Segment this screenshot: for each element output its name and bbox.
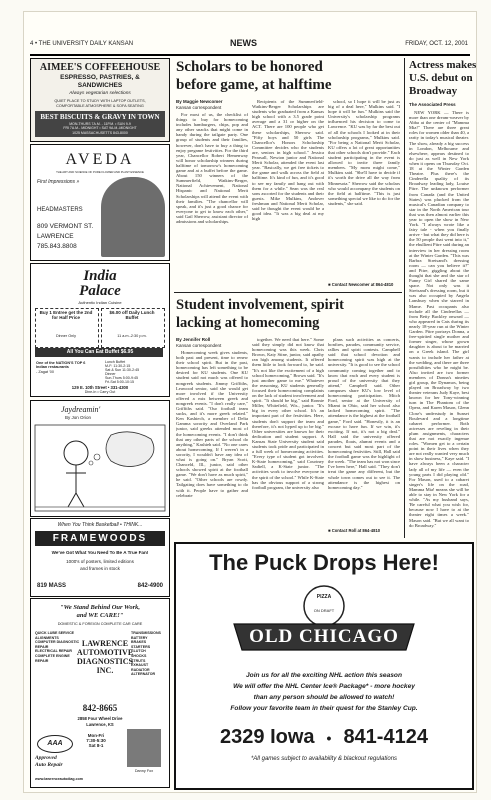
section-rule <box>174 292 402 293</box>
framewoods-name: FRAMEWOODS <box>52 533 148 544</box>
scholars-byline-role: Kansan correspondent <box>176 104 222 110</box>
actress-headline-2: U.S. debut on <box>409 72 473 84</box>
comic-title: Jaydreamin' <box>61 405 101 414</box>
lawrence-service-5: COMPLETE ENGINE REPAIR <box>35 653 70 663</box>
india-hours-5: Sun-Thurs 5:00-9:45 <box>105 376 138 381</box>
lawrence-top3: DOMESTIC & FOREIGN COMPLETE CAR CARE <box>57 622 143 626</box>
student-contact: ■ Contact Roll at 864-4810 <box>328 528 381 533</box>
folio-bar <box>30 38 470 56</box>
actress-headline-3: Broadway <box>409 85 458 97</box>
comic-thought-bubble <box>106 432 154 467</box>
framewoods-sub1: 1000's of posters, limited editions <box>66 559 134 564</box>
lawrence-part-8: RADIATOR <box>131 667 150 672</box>
oc-line2: We will offer the NHL Center Ice® Package* - more hockey <box>233 683 415 690</box>
framewoods-sub2: and frames in stock <box>80 566 120 571</box>
india-hours-2: M-F: 11:30-2:15 <box>105 364 131 369</box>
oc-badge-top2: ON DRAFT <box>313 608 335 613</box>
lawrence-phone: 842-8665 <box>82 703 118 713</box>
actress-col-text: NEW YORK — There is more than one dream-weaver by Abba at the center of "Mamma Mia!" There are three great roles for women older than 40, a rarity in today's musical theater. The show, already a big success in London, Melbourne and elsewhere, appears destined to do just as well in New York when it opens on Thursday Oct. 18 at the Winter Garden Theatre. Plus there's the Cinderella quality of its Broadway leading lady, Louise Pitre. The unknown performer from Canada (and the United States) was plucked from the musical's Canadian company to star in the North American tour that was then almost earlier this year to open the show in New York. "I always wrote like a fairy tale - when you finally arrive - but what they did here is the 50 people that went into it," the ebullient Pitre said during an interview in her dressing room at the Winter Garden. "This was Barbra Streisand's dressing room — can you believe it?" and Pitre, giggling about the thought that she and the star of Funny Girl shared the same space. Not only was it Streisand's dressing room, but it was also occupied by Angela Lansbury when she starred in Mame. Past occupants also include all the Cinderellas — from Betty Buckley onward — who appeared in Cats during its nearly 18-year run at the Winter Garden. Pitre portrays Donna, a free-spirited single mother and former singer, whose grown daughter is about to be married on a Greek island. The girl wants to include her father at the wedding, and there are three possibilities who he might be. Also invited are two former members of Donna's nineties girl group, the Dynamos, being played on Broadway by two theater veterans Judy Kaye, best known for her Tony-winning turn in The Phantom of the Opera, and Karen Mason, Glenn Close's understudy in Sunset Boulevard and a longtime cabaret performer. Both actresses are reveling in their plum assignments, characters that are not exactly ingenue roles. "Women get to a certain point in their lives when they are not really wanted very much in show business," Kaye said. "I have always been a character lady all of my life — even the young parts I did playing old." For Mason, used to a cabaret singer's life on the road, Mamma Mia! means she will be able to stay in New York for a while. "As my husband says, 'Be careful what you wish for, because now I have to at the theater eight times a week." Mason said. "But we all want to do Broadway." <box>409 110 469 528</box>
lawrence-aaa1: Approved <box>35 755 57 761</box>
aimee-name: AIMEE'S COFFEEHOUSE <box>39 62 161 73</box>
comic-jaydreamin <box>30 400 170 517</box>
oc-line1: Join us for all the exciting NHL action this season <box>246 672 402 679</box>
student-col2-text: together. We need that here." Some said they simply did not know that homecoming was this week. Chris Brown, Katy Stine, junior, said apathy ran high among students. It offered them little to look forward to, he said. "It's not like the excitement of a high school homecoming," Brown said. "It's just another game to me." Whatever the reasoning, KU students generally focused their homecoming complaints on the lack of student involvement and spirit. "It should be big," said Ronnie Miller, Whitefield, Wis., junior. "It's big in every other school. It's an important part of the festivities. Here, students don't support the team and therefore, it's not hyped up to be big." Other universities are known for their dedication and student support. A Kansas State University student said students took pride and participated in a full week of homecoming activities. "Every type of student got involved. K-State homecoming," said Courtney Sadtell, a K-State junior. "The activities work to involve everyone in the spirit of the school." While K-State has the obvious support of a strong football program, the university also <box>252 337 324 490</box>
india-logo-2: Palace <box>79 283 121 299</box>
india-hours <box>105 360 139 385</box>
india-hours-6: Fri-Sat 5:00-10:15 <box>105 380 134 385</box>
scholars-column-1 <box>176 112 248 288</box>
lawrence-part-0: TRANSMISSIONS <box>131 631 161 635</box>
oc-badge <box>304 586 344 626</box>
oc-line4: Follow your favorite team in their quest for the Stanley Cup. <box>230 705 418 712</box>
lawrence-service-4: ELECTRICAL REPAIR <box>35 649 73 654</box>
framewoods-thinking: When You Think Basketball • THINK... <box>57 522 143 528</box>
aimee-line6: BEST BISCUITS & GRAVY IN TOWN <box>40 113 160 121</box>
headmasters-city: LAWRENCE <box>37 233 74 240</box>
headmasters-phone: 785.843.8808 <box>37 243 77 250</box>
lawrence-name-4: INC. <box>96 666 114 675</box>
oc-addr: 2329 Iowa <box>220 726 315 748</box>
aimee-line3: Always vegetarian selections <box>69 91 131 96</box>
headmasters-name: HEADMASTERS <box>37 207 83 213</box>
student-column-3 <box>328 337 400 525</box>
oc-phone: 841-4124 <box>343 726 428 748</box>
student-byline-name: By Jennifer Roll <box>176 337 211 342</box>
aaa-logo: AAA <box>37 735 73 753</box>
india-sub: Authentic Indian Cuisine <box>78 300 122 305</box>
lawrence-hours-2: 7:30-5:30 <box>86 738 106 744</box>
comic-illustration <box>31 423 169 515</box>
student-headline-2: lacking at homecoming <box>176 315 320 331</box>
student-column-1 <box>176 350 248 532</box>
section-title: NEWS <box>230 38 257 48</box>
india-one-of: One of the NATION'S TOP 6 Indian restaurants <box>36 361 86 370</box>
lawrence-top2: and WE CARE!" <box>76 612 124 619</box>
aveda-first-impressions: First Impressions » <box>37 179 80 185</box>
lawrence-owner: Danny Fox <box>134 769 154 773</box>
lawrence-name-2: AUTOMOTIVE <box>76 648 134 657</box>
india-lunch-hours: 11 a.m.-2:30 p.m. <box>117 334 147 338</box>
aveda-model-photo <box>101 177 165 257</box>
actress-headline-1: Actress makes <box>409 59 477 71</box>
oc-line3: than any person should be allowed to watch! <box>253 694 395 701</box>
lawrence-part-6: STRUTS <box>131 658 146 663</box>
oc-logo <box>224 584 424 662</box>
lawrence-part-2: BRAKES <box>131 640 147 645</box>
student-col1-text: Homecoming week gives students, both past and present, time to renew their school spirit. But in the past, homecoming has left something to be desired for KU students. One KU student said not much was offered to nongreek students. Jimmy Griffiths, Leawood senior, said she would get more involved if the University offered a mix between greek and nongreek events. "I don't really care," Griffiths said. "Our football team sucks, and it's more greek related." Ken Kashiech, a member of Delta Gamma sorority and Overland Park junior, said greeks attended most of the homecoming events. "I don't think that any other parts of the school do anything," Kashieh said. "No one cares about homecoming. If I weren't in a sorority, I wouldn't have any idea of what is going on." Bryan Scott, Chanceld, Ill., junior, said other schools showed spirit at the football game. "We don't have as much spirit," he said. "Other schools are rowdy. Tailgating does have something to do with it. People have to gather and celebrate <box>176 350 248 498</box>
oc-badge-top: PIZZA <box>316 594 332 600</box>
oc-note: *All games subject to availability & blackout regulations <box>250 756 398 762</box>
oc-phone-bullet: • <box>326 730 332 746</box>
student-headline-1: Student involvement, spirit <box>176 297 344 313</box>
india-can-eat: All You Can Eat Buffet $6.95 <box>66 349 134 355</box>
student-byline <box>176 337 246 349</box>
scholars-col2-text: Recipients of the Summerfield-Watkins-Berger Scholarships are students who graduated from a Kansas high school with a 3.5 grade point average and a 31 or higher on the ACT. There are 100 people who get these scholarships, Sherrow said. "Fifty boys and 50 girls The Chancellor's Honors Scholarship Committee decides who the students are, seniors in high school." Jessica Pearsall, Newton junior and National Merit Scholar, attended the event last year. "Basically, we get free tickets to the game and walk across the field at halftime. It's kind of fun, and it's good to see my family and hang out with them for a while." Sean was the real sons ascorted for the students and their guests. Mike Mulkins, Andover freshman and National Merit Scholar, said he thought the event would be a good idea. "It was a big deal at my high <box>252 99 324 222</box>
framewoods-tag: We've Got What You Need To Be A True Fan! <box>51 550 149 555</box>
ad-old-chicago <box>174 542 474 790</box>
india-offer: Buy 1 Entree get the 2nd for Half Price <box>39 310 93 320</box>
student-byline-role: Kansan correspondent <box>176 342 222 348</box>
india-zagat: - Zagat '00 <box>36 370 55 374</box>
scholars-byline-name: By Maggie Newcomer <box>176 99 223 104</box>
lawrence-part-5: SHOCKS <box>131 653 147 658</box>
scholars-column-3 <box>328 99 400 280</box>
oc-contact-row <box>176 726 472 749</box>
lawrence-service-0: QUICK LUBE SERVICE <box>35 631 75 635</box>
aimee-address: 1025 MASSACHUSETTS 843-8000 <box>72 131 128 135</box>
lawrence-addr2: Lawrence, KS <box>86 722 114 727</box>
aimee-line2: SANDWICHES <box>77 82 123 89</box>
lawrence-service-3: REPAIR <box>35 644 49 649</box>
actress-column <box>409 110 469 540</box>
actress-byline: The Associated Press <box>409 102 456 107</box>
lawrence-name-1: LAWRENCE <box>81 639 129 648</box>
oc-headline: The Puck Drops Here! <box>209 550 439 575</box>
aveda-logo: AVEDA <box>65 151 135 168</box>
framewoods-phone: 842-4900 <box>137 583 163 589</box>
ad-lawrence-automotive <box>30 598 170 788</box>
aimee-line5: COMFORTABLE ATMOSPHERE & SOFA SEATING <box>56 104 144 108</box>
ad-headmasters-aveda <box>30 144 170 261</box>
scholars-column-2 <box>252 99 324 288</box>
oc-name: OLD CHICAGO <box>249 626 399 647</box>
india-hours-3: Sat & Sun 11:30-2:45 <box>105 368 140 373</box>
scholars-headline-2: before game, at halftime <box>176 77 332 93</box>
scholars-contact: ■ Contact Newcomer at 864-4810 <box>328 282 394 287</box>
lawrence-name-block <box>75 639 135 675</box>
lawrence-hours <box>79 733 113 749</box>
ad-aimees-coffeehouse <box>30 58 170 142</box>
aveda-tag: THE ART AND SCIENCE OF PURE FLOWER AND PLANT ESSENCE <box>56 170 144 174</box>
india-logo-1: India <box>83 268 117 284</box>
headmasters-addr: 809 VERMONT ST. <box>37 223 94 230</box>
ad-india-palace <box>30 263 170 397</box>
lawrence-web[interactable]: www.lawrenceautodiag.com <box>35 777 83 781</box>
scholars-col3-text: school, so I hope it will be just as big of a deal here," Mulkins said. "I hope it will be fun." Mulkins said the University's scholarship programs influenced his decision to come to Lawrence. "KU was by far the best out of all the schools I looked at in their scholarship programs," Mulkins said. "For being a National Merit Scholar, KU offers a lot of great opportunities that other schools don't provide." Each student participating in the event is allowed to invite three family members. "My mom might come," Mulkins said. "She'll have to decide if it's worth the drive all the way from Minnesota." Sherrow said the scholars who would accompany the students on the field at halftime. "This is just something special we like to do for the students," she said. <box>328 99 400 206</box>
lawrence-part-4: CLUTCH <box>131 649 146 654</box>
comic-author: By Jon Orion <box>65 415 92 420</box>
india-hours-1: Lunch Buffet <box>105 360 126 364</box>
lawrence-service-2: COMPUTER DIAGNOSTIC <box>35 640 80 645</box>
lawrence-part-7: EXHAUST <box>131 663 149 668</box>
folio-date: FRIDAY, OCT. 12, 2001 <box>405 41 468 47</box>
india-dinein: Dine-In • Carry Out <box>84 390 116 394</box>
lawrence-name-3: DIAGNOSTICS <box>76 657 133 666</box>
india-dinner-only: Dinner Only <box>55 334 77 338</box>
scholars-headline-1: Scholars to be honored <box>176 59 323 75</box>
lawrence-service-1: ALIGNMENTS <box>35 635 59 640</box>
ad-framewoods <box>30 518 170 597</box>
lawrence-hours-1: Mon-Fri <box>87 733 105 738</box>
aimee-line1: ESPRESSO, PASTRIES, & <box>60 74 140 81</box>
india-hours-4: Dinner <box>105 372 116 377</box>
lawrence-part-3: STARTERS <box>131 644 151 649</box>
lawrence-addr1: 2858 Four Wheel Drive <box>77 716 123 721</box>
scholars-byline <box>176 99 246 111</box>
student-column-2 <box>252 337 324 532</box>
india-addr: 129 E. 10th Street • 331-4300 <box>71 385 129 390</box>
student-col3-text: plans such activities as concerts, bonfires, parades, community service, rallies and spirit contests. Campbell said that school devotion and homecoming spirit was high at the university. "It is good to see the school community coming together and to know that each and every student is proud of the university that they attend," Campbell said. Other campuses share KU's low level of homecoming participation. Mitch Ford, senior at the University of Miami in Ohio, said her school also lacked homecoming spirit. "The attendance is the highest at the football game," Ford said. "Honestly, it is an excuse to have fun. If we win, it's exciting. If not, it's not a big deal." Hall said the university offered parades, floats, alumni events and a concert but said most part of the homecoming festivities. Still, Hall said the football game was the highlight of the week. "The team has not won since I've been here," Hall said. "They don't treat the game any different, but the whole town comes out to see it. The attendance is the highest on homecoming day." <box>328 337 400 490</box>
framewoods-addr: 819 MASS <box>37 583 67 589</box>
aimee-line4: QUIET PLACE TO STUDY WITH LAPTOP OUTLETS, <box>54 99 146 103</box>
owner-photo <box>127 729 161 767</box>
column-rule <box>404 58 405 538</box>
folio-left: 4 • THE UNIVERSITY DAILY KANSAN <box>30 41 134 47</box>
lawrence-hours-3: Sat 8-1 <box>88 743 104 749</box>
lawrence-part-1: BATTERY <box>131 635 148 640</box>
aimee-hours1: MON-THURS 7A.M. - 11P.M. • SUN 9-9 <box>69 122 131 126</box>
lawrence-right-list <box>131 631 165 677</box>
scholars-col1-text: For most of us, the checklist of things to buy for homecoming includes hamburgers, chips, pop and any other snacks that might come in handy during the tailgate party. One group of students and their families, however, don't have to buy a thing to enjoy pregame festivities. For the third year, Chancellor Robert Hemenway will honor scholarship winners during halftime of tomorrow's homecoming game and at a buffet before the game. About 150 winners of the Summerfield, Watkins-Berger, National Achievement, National Hispanic and National Merit Scholarships will attend the event with their families. "The chancellor will speak, and it's just a good chance for everyone to get to know each other," said Gail Sherrow, assistant director of admissions and scholarships. <box>176 112 248 224</box>
india-lunch-price: $6.00 off Daily Lunch Buffet <box>109 310 155 320</box>
aimee-hours2: FRI 7A.M.- MIDNIGHT • SAT 9A.M.-MIDNIGHT <box>63 126 137 130</box>
lawrence-part-9: ALTERNATOR <box>131 672 156 677</box>
lawrence-aaa2: Auto Repair <box>35 762 63 768</box>
lawrence-top1: "We Stand Behind Our Work, <box>59 604 140 611</box>
